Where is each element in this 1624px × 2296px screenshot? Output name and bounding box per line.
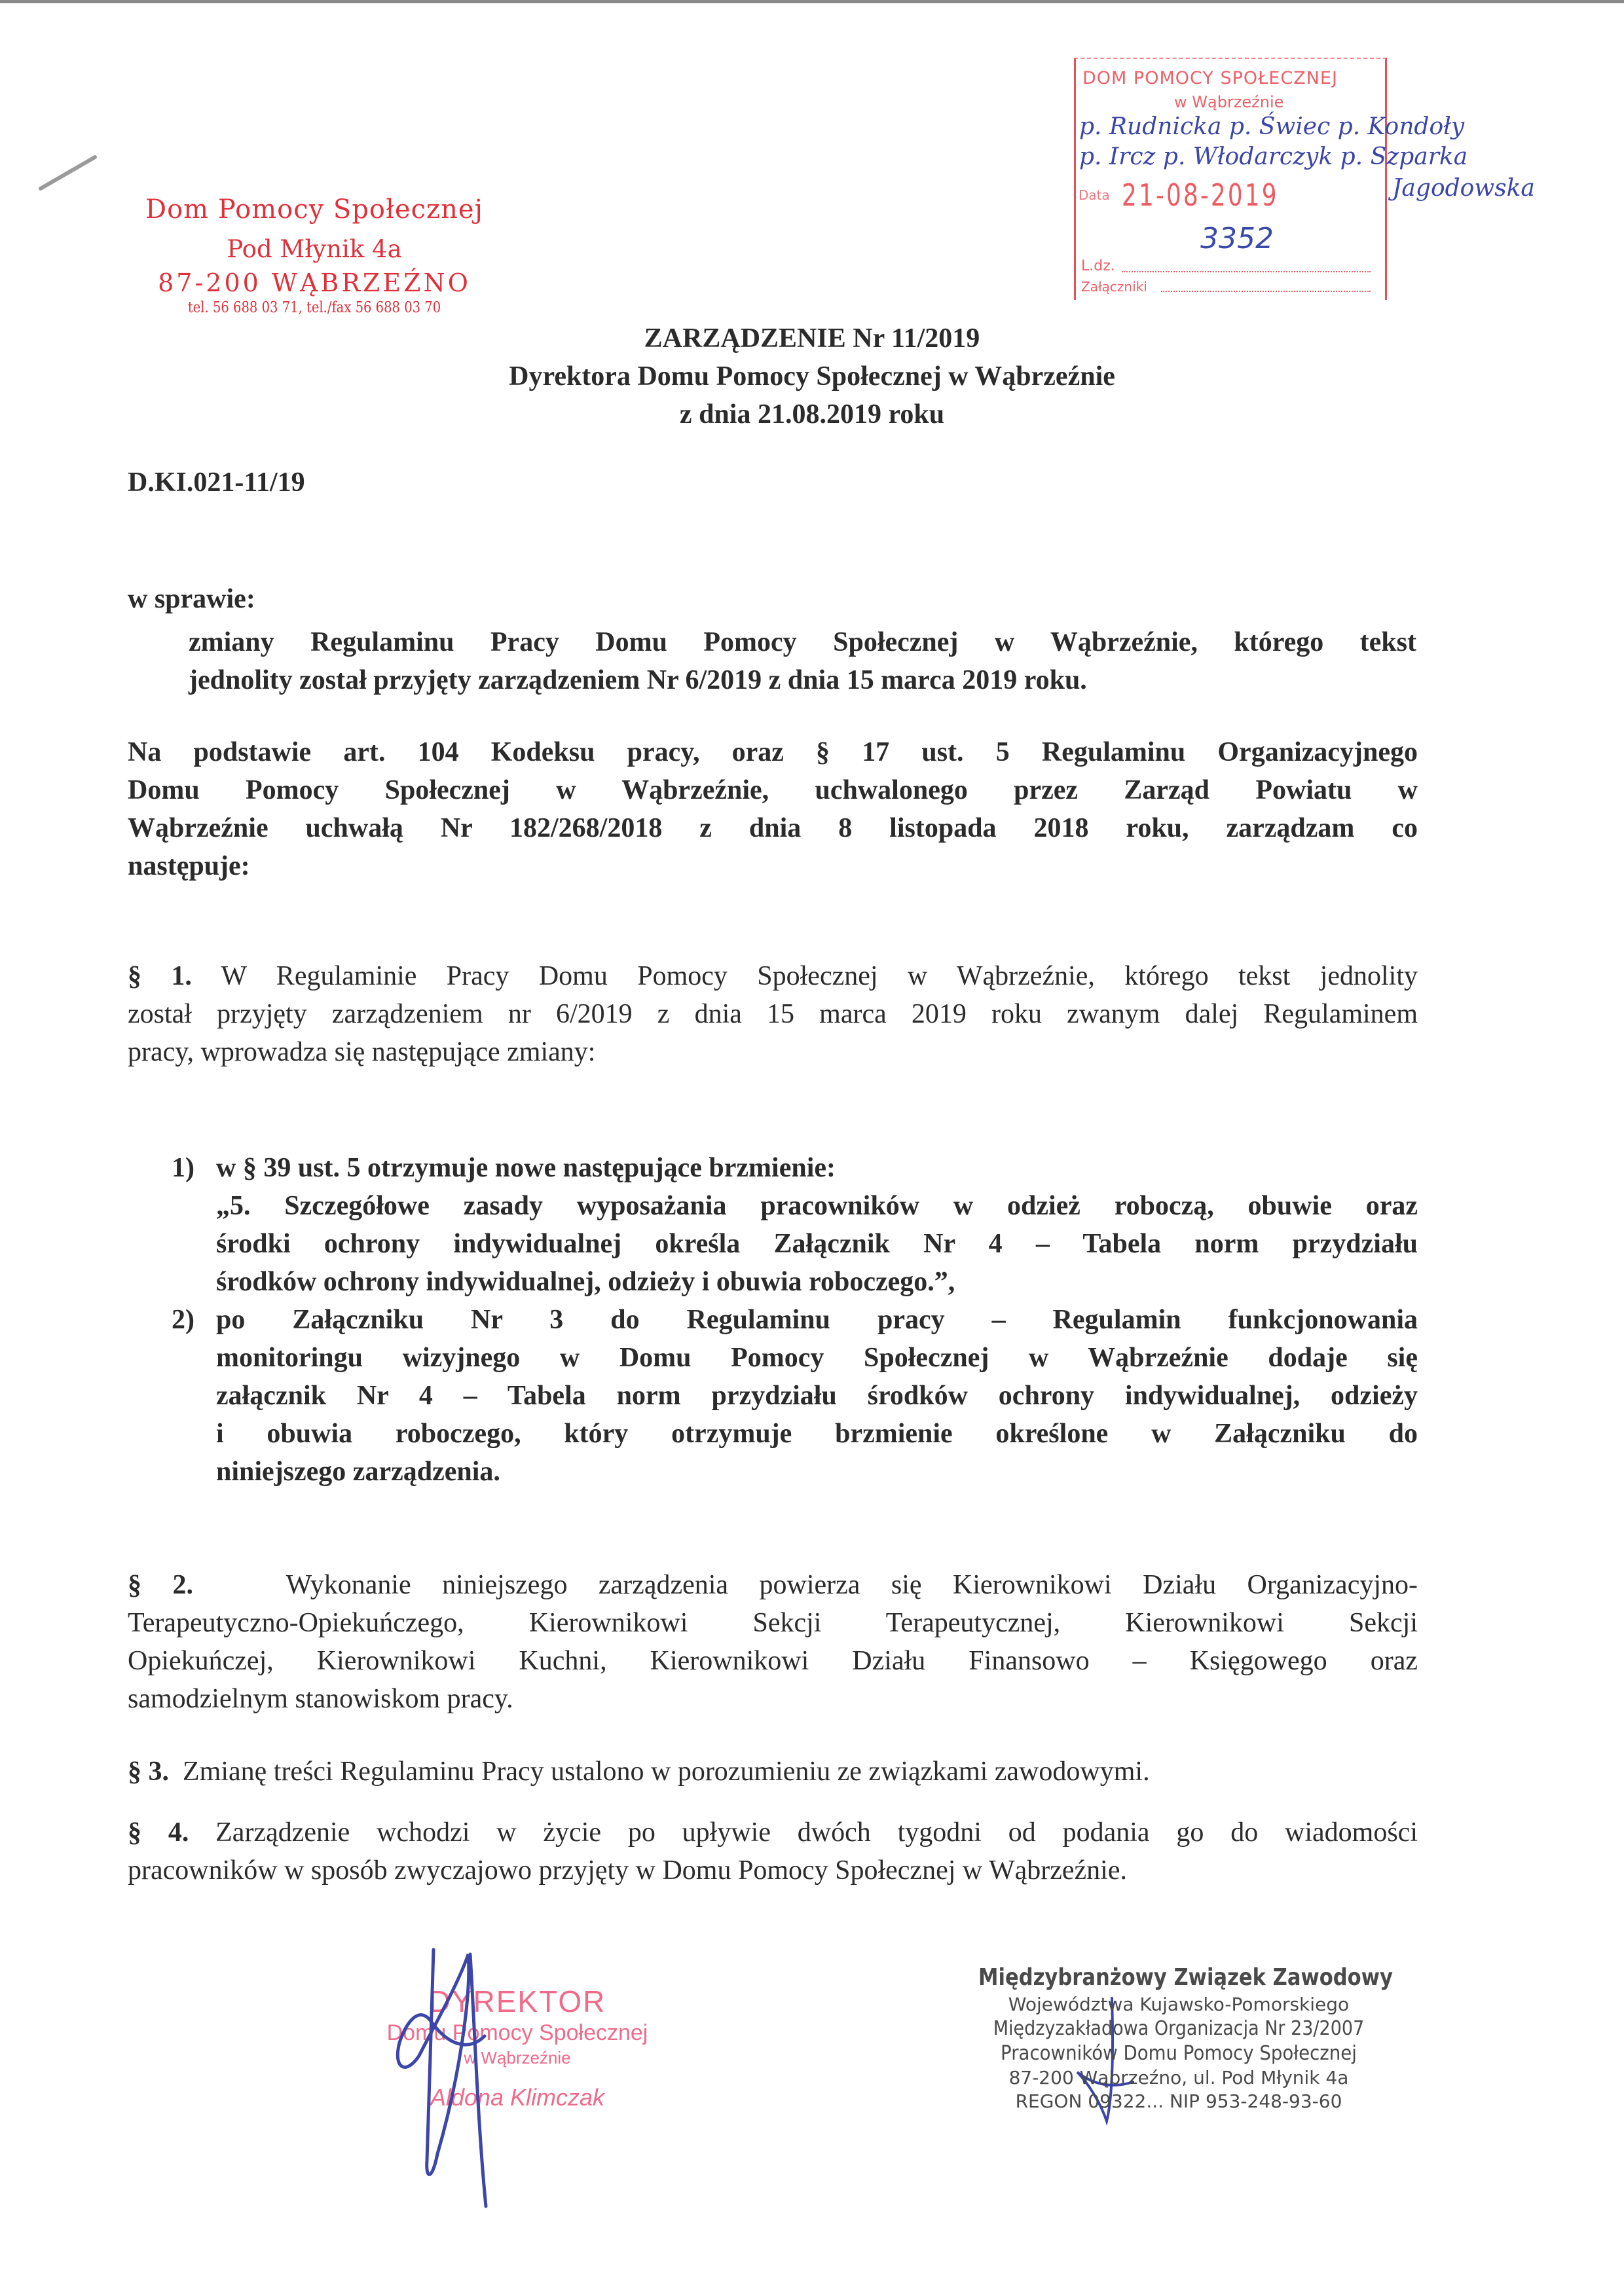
handwritten-note: p. Rudnicka p. Świec p. Kondoły [1079,113,1465,140]
legal-basis-line: następuje: [128,851,250,881]
amendment-number: 2) [172,1305,194,1335]
union-address: 87-200 Wąbrzeźno, ul. Pod Młynik 4a [1008,2067,1349,2088]
paragraph-2-line: samodzielnym stanowiskom pracy. [128,1684,513,1714]
paragraph-1-line: został przyjęty zarządzeniem nr 6/2019 z dnia 15 marca 2019 roku zwanym dalej Regulaminem [128,999,1418,1029]
stamp-institution-name: Dom Pomocy Społecznej [145,194,483,225]
paragraph-3-marker: § 3. [128,1757,169,1787]
stamp-phones: tel. 56 688 03 71, tel./fax 56 688 03 70 [187,299,441,316]
registry-date-label: Data [1079,187,1110,203]
paragraph-3-line [128,1753,1418,1791]
paragraph-3-text: Zmianę treści Regulaminu Pracy ustalono w porozumieniu ze związkami zawodowymi. [183,1757,1150,1787]
subject-line: zmiany Regulaminu Pracy Domu Pomocy Społecznej w Wąbrzeźnie, którego tekst [189,627,1416,657]
paragraph-1-text: W Regulaminie Pracy Domu Pomocy Społecznej w Wąbrzeźnie, którego tekst jednolity [221,961,1418,991]
handwritten-note: Jagodowska [1392,175,1535,202]
amendment-line: załącznik Nr 4 – Tabela norm przydziału środków ochrony indywidualnej, odzieży [216,1381,1418,1411]
legal-basis-line: Domu Pomocy Społecznej w Wąbrzeźnie, uchwalonego przez Zarząd Powiatu w [128,775,1418,805]
amendment-line: monitoringu wizyjnego w Domu Pomocy Społecznej w Wąbrzeźnie dodaje się [216,1343,1418,1373]
amendment-line: i obuwia roboczego, który otrzymuje brzmienie określone w Załączniku do [216,1419,1418,1449]
union-ids: REGON 09322... NIP 953-248-93-60 [1015,2090,1342,2112]
union-region: Województwa Kujawsko-Pomorskiego [1008,1994,1350,2015]
registry-ldz-number: 3352 [1200,222,1274,255]
subject-text [189,623,1416,699]
director-title: DYREKTOR [428,1984,606,2018]
document-date: z dnia 21.08.2019 roku [679,399,945,429]
registry-ldz-line [1122,271,1371,272]
registry-stamp [1074,58,1387,300]
amendment-line: po Załączniku Nr 3 do Regulaminu pracy – Regulamin funkcjonowania [216,1305,1418,1335]
legal-basis [128,733,1418,885]
legal-basis-line: Wąbrzeźnie uchwałą Nr 182/268/2018 z dnia 8 listopada 2018 roku, zarządzam co [128,813,1418,843]
amendment-line: w § 39 ust. 5 otrzymuje nowe następujące brzmienie: [216,1153,836,1183]
subject-line: jednolity został przyjęty zarządzeniem Nr 6/2019 z dnia 15 marca 2019 roku. [189,665,1087,695]
amendment-list [172,1149,1418,1491]
union-stamp [943,1963,1414,2113]
registry-city: w Wąbrzeźnie [1174,93,1284,111]
amendment-item-2 [172,1301,1418,1491]
director-city: w Wąbrzeźnie [464,2048,571,2068]
document-title: ZARZĄDZENIE Nr 11/2019 [644,323,980,354]
legal-basis-line: Na podstawie art. 104 Kodeksu pracy, oraz § 17 ust. 5 Regulaminu Organizacyjnego [128,737,1418,767]
paragraph-4-text: Zarządzenie wchodzi w życie po upływie dwóch tygodni od podania go do wiadomości [215,1817,1418,1848]
amendment-item-1 [172,1149,1418,1301]
paragraph-2-marker: § 2. [128,1570,193,1600]
paragraph-1-line [128,957,1418,995]
paragraph-1 [128,957,1418,1071]
paragraph-4 [128,1813,1418,1889]
registry-attachments-label: Załączniki [1081,279,1147,295]
stamp-street: Pod Młynik 4a [227,235,402,263]
paragraph-1-line: pracy, wprowadza się następujące zmiany: [128,1037,596,1067]
director-org: Domu Pomocy Społecznej [386,2020,648,2045]
paragraph-3 [128,1753,1418,1791]
paragraph-2-line: Opiekuńczej, Kierownikowi Kuchni, Kierownikowi Działu Finansowo – Księgowego oraz [128,1646,1418,1676]
reference-number: D.KI.021-11/19 [128,467,305,498]
union-members: Pracowników Domu Pomocy Społecznej [1001,2042,1357,2065]
registry-institution: DOM POMOCY SPOŁECZNEJ [1082,68,1338,88]
amendment-line: środki ochrony indywidualnej określa Załącznik Nr 4 – Tabela norm przydziału [216,1229,1418,1259]
amendment-line: „5. Szczegółowe zasady wyposażania pracowników w odzież roboczą, obuwie oraz [216,1191,1418,1221]
registry-attachments-line [1161,291,1371,292]
director-stamp [354,1984,681,2112]
union-organization: Międzyzakładowa Organizacja Nr 23/2007 [993,2017,1365,2040]
paragraph-2-line: Terapeutyczno-Opiekuńczego, Kierownikowi Sekcji Terapeutycznej, Kierownikowi Sekcji [128,1608,1418,1638]
subject-label: w sprawie: [128,584,255,614]
document-subtitle: Dyrektora Domu Pomocy Społecznej w Wąbrzeźnie [509,361,1115,392]
handwritten-note: p. Ircz p. Włodarczyk p. Szparka [1079,143,1468,170]
amendment-number: 1) [172,1153,194,1183]
paragraph-2-line [128,1566,1418,1604]
registry-ldz-label: L.dz. [1081,258,1115,274]
director-name: Aldona Klimczak [430,2084,605,2111]
letterhead-stamp [111,196,517,316]
stamp-city: 87-200 WĄBRZEŹNO [158,268,471,297]
union-name: Międzybranżowy Związek Zawodowy [978,1964,1393,1991]
amendment-line: niniejszego zarządzenia. [216,1457,500,1487]
paragraph-2 [128,1566,1418,1718]
registry-date: 21-08-2019 [1122,177,1279,213]
paragraph-4-line: pracowników w sposób zwyczajowo przyjęty w Domu Pomocy Społecznej w Wąbrzeźnie. [128,1855,1127,1886]
paragraph-4-line [128,1813,1418,1851]
paragraph-4-marker: § 4. [128,1817,189,1848]
amendment-line: środków ochrony indywidualnej, odzieży i obuwia roboczego.”, [216,1267,955,1297]
paragraph-1-marker: § 1. [128,961,192,991]
paragraph-2-text: Wykonanie niniejszego zarządzenia powierza się Kierownikowi Działu Organizacyjno- [286,1570,1418,1600]
